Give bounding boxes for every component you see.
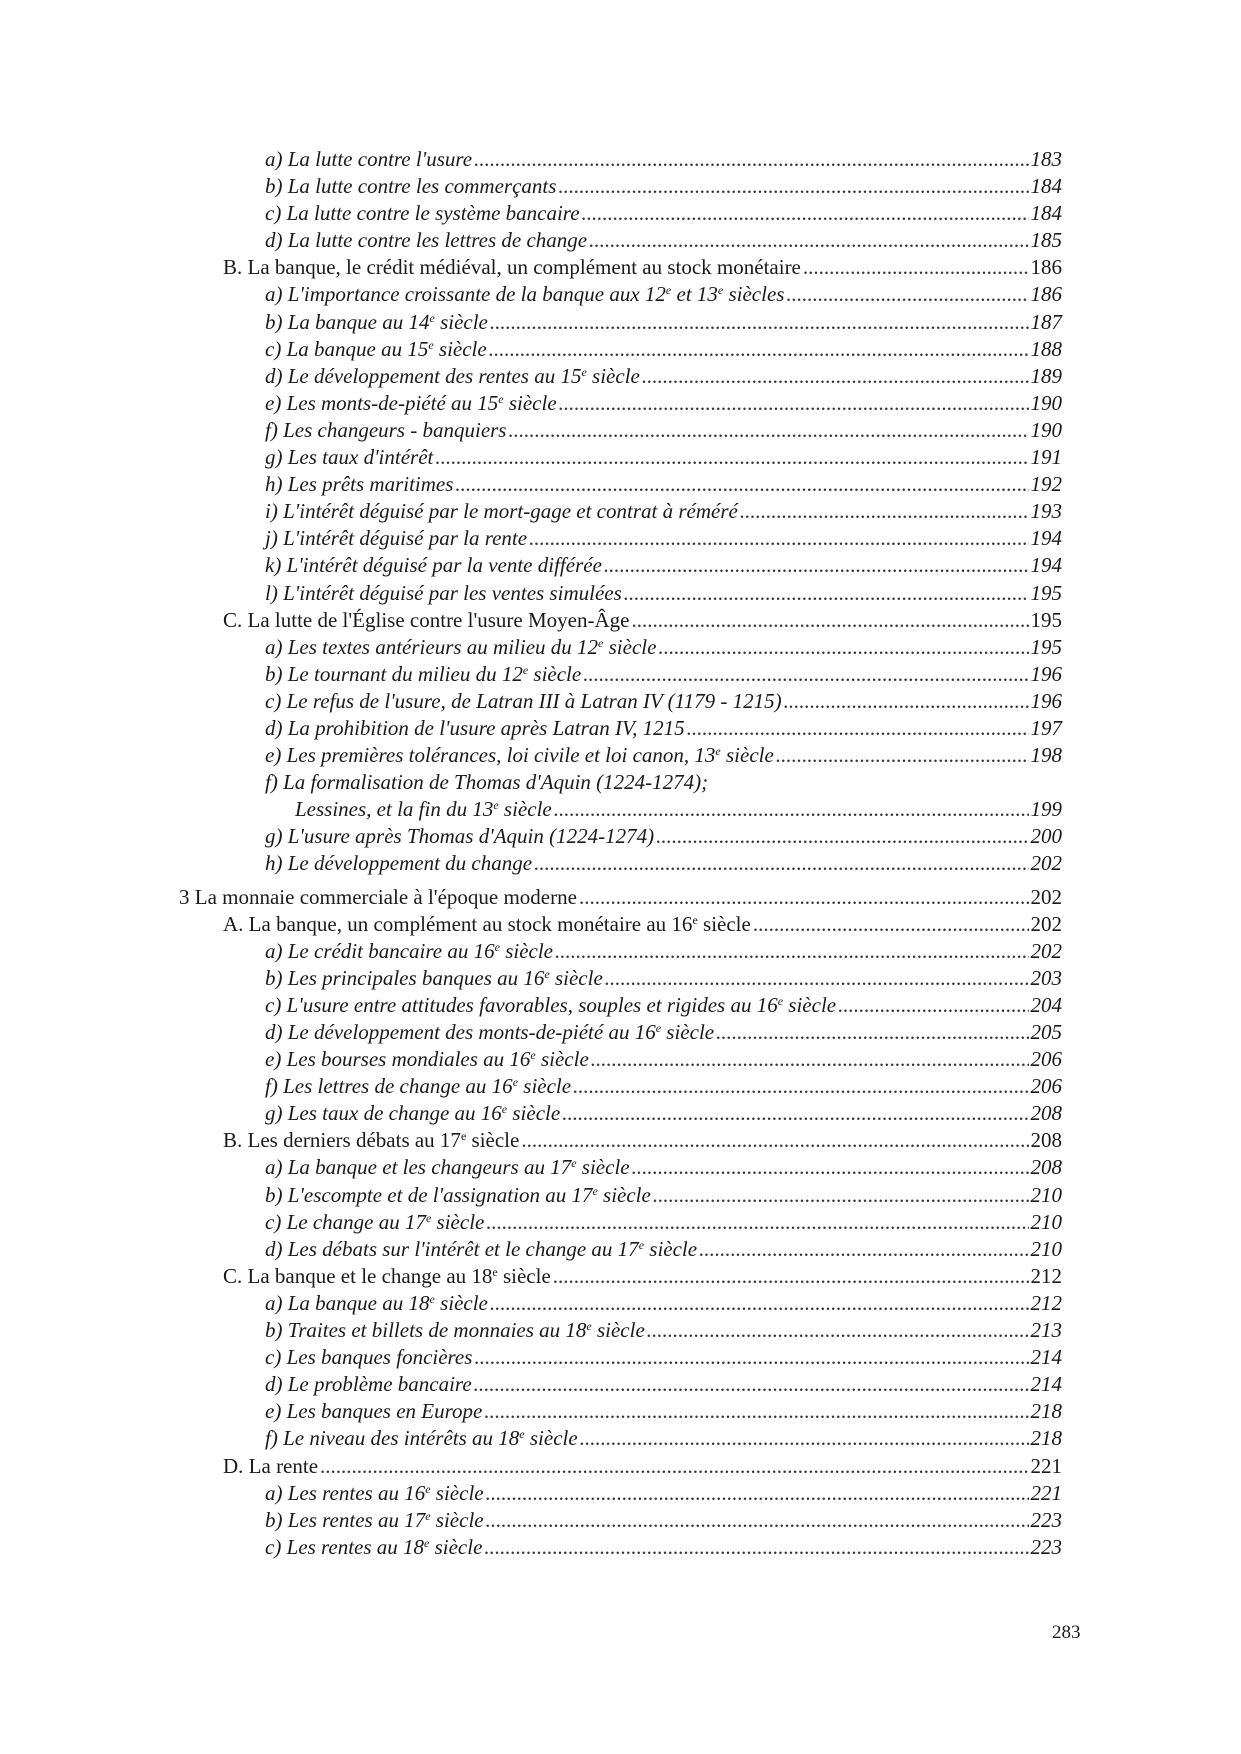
dot-leader <box>490 1290 1029 1317</box>
dot-leader <box>591 1046 1029 1073</box>
toc-entry-page: 205 <box>1030 1020 1062 1044</box>
dot-leader <box>489 336 1029 363</box>
table-of-contents <box>0 146 1241 1561</box>
toc-entry-page: 198 <box>1030 743 1062 768</box>
page-number: 283 <box>1052 1622 1081 1643</box>
toc-entry[interactable] <box>0 1344 1062 1371</box>
toc-entry-page: 188 <box>1030 336 1062 361</box>
toc-entry-page: 203 <box>1030 965 1062 990</box>
toc-entry[interactable] <box>0 471 1062 498</box>
toc-entry-title: f) La formalisation de Thomas d'Aquin (1224-1274); <box>265 770 709 795</box>
dot-leader <box>838 992 1028 1019</box>
toc-entry-page: 214 <box>1030 1372 1062 1397</box>
toc-entry[interactable] <box>0 200 1062 227</box>
toc-entry[interactable] <box>0 1073 1062 1100</box>
toc-entry-title: a) Les textes antérieurs au milieu du 12e siècle <box>265 634 657 659</box>
dot-leader <box>553 1263 1029 1290</box>
dot-leader <box>320 1453 1028 1480</box>
dot-leader <box>534 850 1028 877</box>
toc-entry-page: 185 <box>1030 228 1062 253</box>
toc-entry-title: a) L'importance croissante de la banque aux 12e et 13e siècles <box>265 282 785 307</box>
toc-entry-page: 189 <box>1030 363 1062 388</box>
toc-entry-title: d) Le développement des rentes au 15e siècle <box>265 363 640 388</box>
dot-leader <box>647 1317 1029 1344</box>
toc-entry[interactable] <box>0 498 1062 525</box>
dot-leader <box>521 1127 1028 1154</box>
dot-leader <box>631 607 1028 634</box>
dot-leader <box>435 444 1028 471</box>
dot-leader <box>559 390 1029 417</box>
toc-entry-title: f) Les changeurs - banquiers <box>265 417 507 442</box>
toc-entry-page: 210 <box>1030 1236 1062 1261</box>
toc-entry[interactable] <box>0 661 1062 688</box>
toc-entry[interactable] <box>0 1290 1062 1317</box>
dot-leader <box>716 1019 1028 1046</box>
toc-entry[interactable] <box>0 634 1062 661</box>
toc-entry-page: 223 <box>1030 1507 1062 1532</box>
dot-leader <box>474 1344 1028 1371</box>
toc-entry-page: 202 <box>1030 851 1062 876</box>
toc-entry-page: 202 <box>1030 884 1062 909</box>
toc-entry-title: h) Les prêts maritimes <box>265 472 454 497</box>
dot-leader <box>776 742 1029 769</box>
dot-leader <box>786 281 1028 308</box>
dot-leader <box>555 938 1029 965</box>
toc-entry[interactable] <box>0 965 1062 992</box>
dot-leader <box>583 661 1028 688</box>
dot-leader <box>658 634 1028 661</box>
toc-entry[interactable] <box>0 146 1062 173</box>
toc-entry-title: B. La banque, le crédit médiéval, un complément au stock monétaire <box>223 255 801 280</box>
toc-entry-title: l) L'intérêt déguisé par les ventes simulées <box>265 580 622 605</box>
dot-leader <box>604 552 1029 579</box>
toc-entry-page: 186 <box>1030 255 1062 280</box>
toc-entry[interactable] <box>0 281 1062 308</box>
toc-entry[interactable] <box>0 309 1062 336</box>
toc-entry-title: k) L'intérêt déguisé par la vente différée <box>265 553 602 578</box>
toc-entry-page: 206 <box>1030 1074 1062 1099</box>
toc-entry-title: c) Le change au 17e siècle <box>265 1209 485 1234</box>
toc-entry[interactable] <box>0 1100 1062 1127</box>
toc-entry[interactable] <box>0 715 1062 742</box>
toc-entry-title: D. La rente <box>223 1453 319 1478</box>
dot-leader <box>653 1182 1029 1209</box>
toc-entry[interactable] <box>0 823 1062 850</box>
toc-entry-page: 184 <box>1030 174 1062 199</box>
toc-entry-title: C. La lutte de l'Église contre l'usure Moyen-Âge <box>223 607 630 632</box>
toc-entry[interactable] <box>0 444 1062 471</box>
toc-entry[interactable] <box>0 1127 1062 1154</box>
toc-entry-title: d) Les débats sur l'intérêt et le change au 17e siècle <box>265 1236 698 1261</box>
dot-leader <box>474 1371 1029 1398</box>
toc-entry-page: 214 <box>1030 1345 1062 1370</box>
toc-entry[interactable] <box>0 417 1062 444</box>
dot-leader <box>632 1154 1029 1181</box>
dot-leader <box>753 911 1029 938</box>
dot-leader <box>486 1209 1028 1236</box>
toc-entry-title: f) Les lettres de change au 16e siècle <box>265 1074 572 1099</box>
toc-entry-title: a) Le crédit bancaire au 16e siècle <box>265 938 553 963</box>
toc-entry-title: 3 La monnaie commerciale à l'époque moderne <box>179 884 577 909</box>
toc-entry-title: g) Les taux d'intérêt <box>265 445 434 470</box>
toc-entry-title: a) La lutte contre l'usure <box>265 147 473 171</box>
toc-entry-title: A. La banque, un complément au stock monétaire au 16e siècle <box>223 911 751 936</box>
toc-entry-title: e) Les monts-de-piété au 15e siècle <box>265 390 557 415</box>
toc-entry[interactable] <box>0 227 1062 254</box>
toc-entry-page: 202 <box>1030 911 1062 936</box>
toc-entry-page: 195 <box>1030 634 1062 659</box>
toc-entry-page: 196 <box>1030 688 1062 713</box>
dot-leader <box>699 1236 1028 1263</box>
toc-entry-title: c) Les banques foncières <box>265 1345 473 1370</box>
dot-leader <box>474 146 1028 173</box>
toc-entry-page: 184 <box>1030 201 1062 226</box>
toc-entry-title: B. Les derniers débats au 17e siècle <box>223 1128 520 1153</box>
toc-entry[interactable] <box>0 992 1062 1019</box>
toc-entry-title: f) Le niveau des intérêts au 18e siècle <box>265 1426 578 1451</box>
toc-entry[interactable] <box>0 1371 1062 1398</box>
dot-leader <box>579 884 1029 911</box>
toc-entry-page: 210 <box>1030 1209 1062 1234</box>
toc-entry-page: 190 <box>1030 390 1062 415</box>
toc-entry[interactable] <box>0 796 1062 823</box>
dot-leader <box>605 965 1029 992</box>
toc-entry[interactable] <box>0 525 1062 552</box>
dot-leader <box>554 796 1029 823</box>
toc-entry-page: 218 <box>1030 1399 1062 1424</box>
toc-entry-title: g) L'usure après Thomas d'Aquin (1224-1274) <box>265 824 655 849</box>
toc-entry[interactable] <box>0 1480 1062 1507</box>
dot-leader <box>656 823 1028 850</box>
toc-entry[interactable] <box>0 1263 1062 1290</box>
toc-entry-page: 195 <box>1030 607 1062 632</box>
toc-entry[interactable] <box>0 850 1062 877</box>
toc-entry-title: e) Les premières tolérances, loi civile et loi canon, 13e siècle <box>265 743 774 768</box>
toc-entry-title: d) La lutte contre les lettres de change <box>265 228 588 253</box>
toc-entry[interactable] <box>0 1534 1062 1561</box>
toc-entry-page: 208 <box>1030 1128 1062 1153</box>
toc-entry-page: 204 <box>1030 992 1062 1017</box>
toc-entry-title: d) Le problème bancaire <box>265 1372 472 1397</box>
toc-entry[interactable] <box>0 1236 1062 1263</box>
toc-entry[interactable] <box>0 173 1062 200</box>
toc-entry[interactable] <box>0 363 1062 390</box>
toc-entry[interactable] <box>0 1182 1062 1209</box>
dot-leader <box>558 173 1028 200</box>
toc-entry-page: 194 <box>1030 553 1062 578</box>
toc-entry[interactable] <box>0 607 1062 634</box>
toc-entry-page: 221 <box>1030 1480 1062 1505</box>
toc-entry-title: h) Le développement du change <box>265 851 533 876</box>
toc-entry-page: 200 <box>1030 824 1062 849</box>
toc-entry-title: d) Le développement des monts-de-piété au 16e siècle <box>265 1020 715 1044</box>
toc-entry[interactable] <box>0 911 1062 938</box>
toc-entry-page: 210 <box>1030 1182 1062 1207</box>
toc-entry-page: 194 <box>1030 526 1062 551</box>
dot-leader <box>642 363 1029 390</box>
dot-leader <box>562 1100 1028 1127</box>
toc-entry-title: b) La lutte contre les commerçants <box>265 174 557 199</box>
toc-entry[interactable] <box>0 254 1062 281</box>
dot-leader <box>486 1480 1029 1507</box>
toc-entry-title: i) L'intérêt déguisé par le mort-gage et contrat à réméré <box>265 499 738 524</box>
toc-entry[interactable] <box>0 1046 1062 1073</box>
toc-entry-page: 199 <box>1030 797 1062 822</box>
toc-entry-title: j) L'intérêt déguisé par la rente <box>265 526 528 551</box>
toc-entry-title: b) L'escompte et de l'assignation au 17e siècle <box>265 1182 651 1207</box>
toc-entry[interactable] <box>0 1398 1062 1425</box>
toc-entry[interactable] <box>0 1019 1062 1046</box>
toc-entry[interactable] <box>0 688 1062 715</box>
toc-entry-page: 187 <box>1030 309 1062 334</box>
toc-entry-title: e) Les bourses mondiales au 16e siècle <box>265 1047 589 1072</box>
dot-leader <box>740 498 1029 525</box>
toc-entry-title: c) La banque au 15e siècle <box>265 336 487 361</box>
toc-entry-page: 208 <box>1030 1155 1062 1180</box>
toc-entry-page: 212 <box>1030 1290 1062 1315</box>
toc-entry-page: 186 <box>1030 282 1062 307</box>
toc-entry[interactable] <box>0 1453 1062 1480</box>
dot-leader <box>484 1534 1028 1561</box>
toc-entry[interactable] <box>0 1209 1062 1236</box>
toc-entry[interactable] <box>0 938 1062 965</box>
toc-entry-title: g) Les taux de change au 16e siècle <box>265 1101 561 1126</box>
toc-entry[interactable] <box>0 769 1062 796</box>
toc-entry[interactable] <box>0 1425 1062 1452</box>
toc-entry-title: b) Le tournant du milieu du 12e siècle <box>265 661 582 686</box>
toc-entry[interactable] <box>0 552 1062 579</box>
toc-entry-title: e) Les banques en Europe <box>265 1399 483 1424</box>
dot-leader <box>687 715 1029 742</box>
toc-entry-title: d) La prohibition de l'usure après Latran IV, 1215 <box>265 715 685 740</box>
toc-entry-page: 193 <box>1030 499 1062 524</box>
toc-entry[interactable] <box>0 336 1062 363</box>
toc-entry-title: Lessines, et la fin du 13e siècle <box>295 797 552 822</box>
toc-entry-page: 192 <box>1030 472 1062 497</box>
toc-entry-page: 218 <box>1030 1426 1062 1451</box>
toc-entry-page: 183 <box>1030 147 1062 171</box>
toc-entry-page: 206 <box>1030 1047 1062 1072</box>
toc-entry-title: a) La banque et les changeurs au 17e siècle <box>265 1155 630 1180</box>
toc-entry-title: c) Les rentes au 18e siècle <box>265 1534 483 1559</box>
toc-entry-title: C. La banque et le change au 18e siècle <box>223 1263 551 1288</box>
toc-entry-title: c) La lutte contre le système bancaire <box>265 201 580 226</box>
toc-entry-page: 221 <box>1030 1453 1062 1478</box>
dot-leader <box>455 471 1028 498</box>
dot-leader <box>573 1073 1028 1100</box>
dot-leader <box>589 227 1028 254</box>
toc-entry-page: 197 <box>1030 715 1062 740</box>
toc-entry-title: c) Le refus de l'usure, de Latran III à Latran IV (1179 - 1215) <box>265 688 782 713</box>
toc-entry[interactable] <box>0 390 1062 417</box>
toc-entry[interactable] <box>0 1154 1062 1181</box>
toc-entry-title: c) L'usure entre attitudes favorables, souples et rigides au 16e siècle <box>265 992 837 1017</box>
toc-entry[interactable] <box>0 1507 1062 1534</box>
toc-entry-title: b) Les principales banques au 16e siècle <box>265 965 603 990</box>
toc-entry-title: b) La banque au 14e siècle <box>265 309 488 334</box>
dot-leader <box>490 309 1029 336</box>
dot-leader <box>624 580 1029 607</box>
toc-entry[interactable] <box>0 884 1062 911</box>
toc-entry-page: 213 <box>1030 1318 1062 1343</box>
toc-entry-page: 196 <box>1030 661 1062 686</box>
dot-leader <box>508 417 1028 444</box>
dot-leader <box>580 1425 1029 1452</box>
toc-entry-page: 190 <box>1030 417 1062 442</box>
toc-entry-title: b) Traites et billets de monnaies au 18e siècle <box>265 1318 645 1343</box>
dot-leader <box>486 1507 1029 1534</box>
toc-entry-title: b) Les rentes au 17e siècle <box>265 1507 484 1532</box>
toc-entry-page: 202 <box>1030 938 1062 963</box>
toc-entry-page: 223 <box>1030 1534 1062 1559</box>
dot-leader <box>784 688 1029 715</box>
toc-entry-page: 208 <box>1030 1101 1062 1126</box>
dot-leader <box>582 200 1029 227</box>
toc-entry[interactable] <box>0 742 1062 769</box>
dot-leader <box>484 1398 1028 1425</box>
dot-leader <box>529 525 1028 552</box>
dot-leader <box>803 254 1029 281</box>
toc-entry[interactable] <box>0 1317 1062 1344</box>
toc-entry-title: a) La banque au 18e siècle <box>265 1290 488 1315</box>
toc-entry-page: 212 <box>1030 1263 1062 1288</box>
toc-entry-page: 191 <box>1030 445 1062 470</box>
toc-entry-page: 195 <box>1030 580 1062 605</box>
toc-entry-title: a) Les rentes au 16e siècle <box>265 1480 484 1505</box>
toc-entry[interactable] <box>0 580 1062 607</box>
